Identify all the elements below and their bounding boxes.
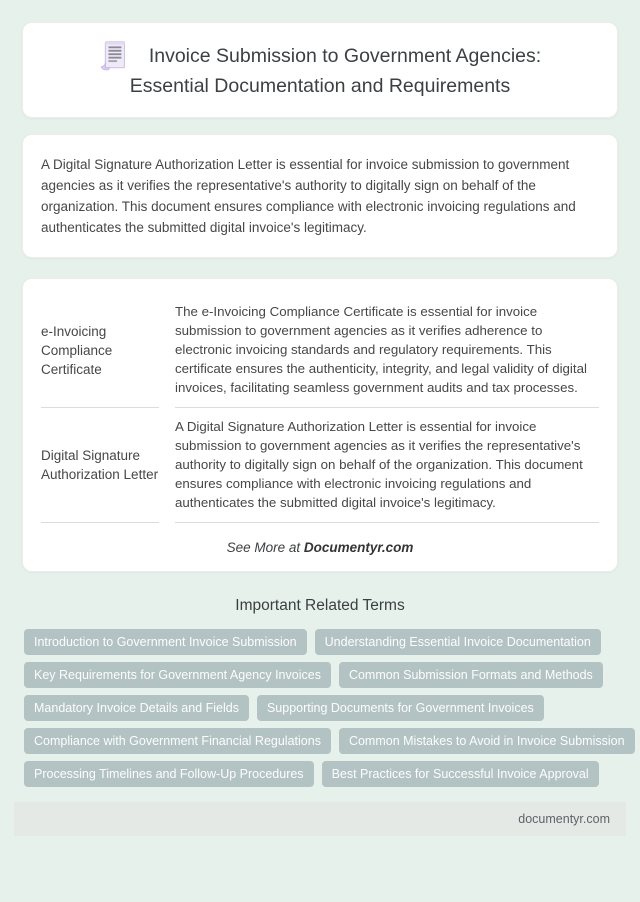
related-term-chip[interactable]: Common Mistakes to Avoid in Invoice Submission bbox=[339, 728, 635, 754]
see-more-link[interactable]: Documentyr.com bbox=[303, 540, 414, 555]
chip-row bbox=[24, 695, 616, 721]
footer-site-text: documentyr.com bbox=[518, 812, 610, 826]
see-more-text bbox=[41, 540, 599, 555]
related-term-chip[interactable]: Common Submission Formats and Methods bbox=[339, 662, 603, 688]
table-row bbox=[41, 408, 599, 523]
chip-row bbox=[24, 728, 625, 754]
related-term-chip[interactable]: Understanding Essential Invoice Documentation bbox=[315, 629, 601, 655]
term-cell: Digital Signature Authorization Letter bbox=[41, 408, 159, 523]
related-term-chip[interactable]: Key Requirements for Government Agency Invoices bbox=[24, 662, 331, 688]
footer-bar bbox=[14, 802, 626, 836]
related-terms-list bbox=[24, 629, 625, 787]
table-row bbox=[41, 293, 599, 408]
related-term-chip[interactable]: Best Practices for Successful Invoice Approval bbox=[322, 761, 599, 787]
term-description-cell: The e-Invoicing Compliance Certificate is essential for invoice submission to government agencies as it verifies adherence to electronic invoicing standards and regulatory requirements. This certificate ensures the authenticity, integrity, and legal validity of digital invoices, facilitating seamless government audits and tax processes. bbox=[175, 293, 599, 408]
page-title-line2: Essential Documentation and Requirements bbox=[129, 75, 511, 97]
term-cell: e-Invoicing Compliance Certificate bbox=[41, 293, 159, 408]
related-term-chip[interactable]: Introduction to Government Invoice Submission bbox=[24, 629, 307, 655]
page-background bbox=[0, 22, 640, 902]
title-card bbox=[22, 22, 618, 118]
related-term-chip[interactable]: Mandatory Invoice Details and Fields bbox=[24, 695, 249, 721]
related-term-chip[interactable]: Processing Timelines and Follow-Up Procedures bbox=[24, 761, 314, 787]
page-title-line1: Invoice Submission to Government Agencies: bbox=[148, 44, 542, 67]
summary-card bbox=[22, 134, 618, 258]
see-more-prefix: See More at bbox=[226, 540, 304, 555]
chip-row bbox=[24, 662, 616, 688]
receipt-icon bbox=[99, 40, 129, 72]
chip-row bbox=[24, 629, 616, 655]
terms-table-card bbox=[22, 278, 618, 572]
terms-table bbox=[41, 293, 599, 523]
related-term-chip[interactable]: Compliance with Government Financial Regulations bbox=[24, 728, 331, 754]
term-description-cell: A Digital Signature Authorization Letter is essential for invoice submission to government agencies as it verifies the representative's authority to digitally sign on behalf of the organization. This document ensures compliance with electronic invoicing regulations and authenticates the submitted digital invoice's legitimacy. bbox=[175, 408, 599, 523]
chip-row bbox=[24, 761, 616, 787]
related-term-chip[interactable]: Supporting Documents for Government Invoices bbox=[257, 695, 544, 721]
summary-text: A Digital Signature Authorization Letter is essential for invoice submission to government agencies as it verifies the representative's authority to digitally sign on behalf of the organization. This document ensures compliance with electronic invoicing regulations and authenticates the submitted digital invoice's legitimacy. bbox=[41, 157, 576, 235]
related-terms-heading: Important Related Terms bbox=[235, 597, 405, 614]
